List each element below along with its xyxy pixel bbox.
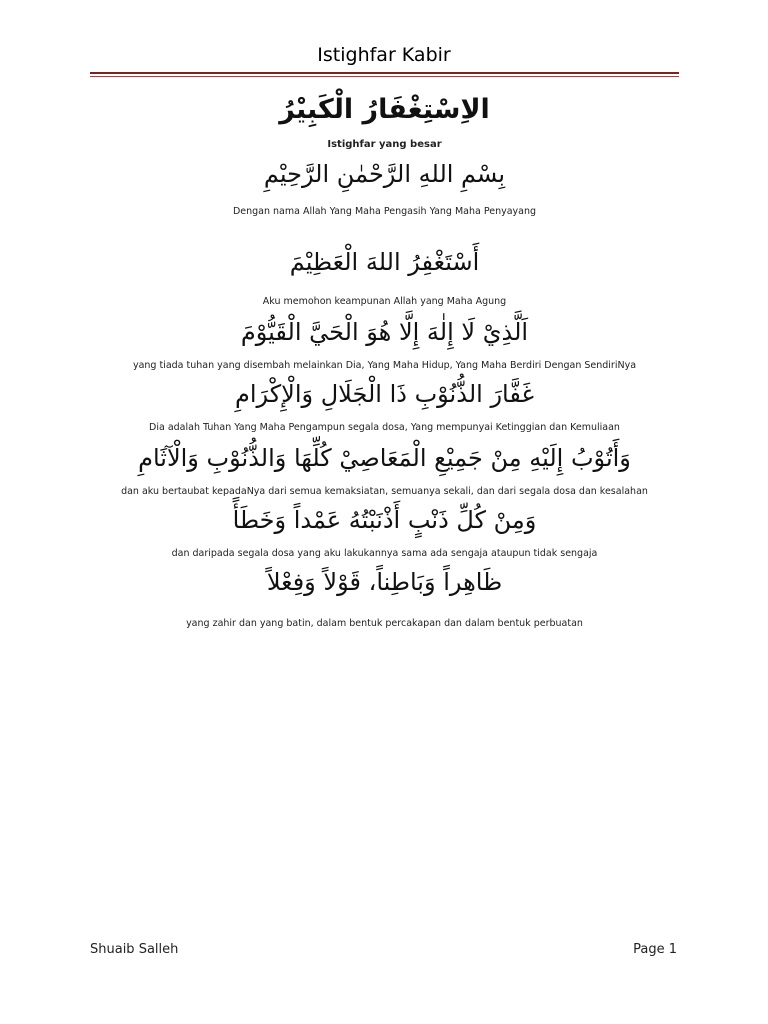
translation-1: Dengan nama Allah Yang Maha Pengasih Yang Maha Penyayang (232, 206, 537, 217)
arabic-verse-4: غَفَّارَ الذُّنُوْبِ ذَا الْجَلَالِ وَالْإِكْرَامِ (234, 380, 535, 408)
page-header-title: Istighfar Kabir (317, 44, 451, 66)
arabic-title: الاِسْتِغْفَارُ الْكَبِيْرُ (279, 94, 490, 125)
arabic-verse-7: ظَاهِراً وَبَاطِناً، قَوْلاً وَفِعْلاً (266, 568, 503, 596)
arabic-verse-6: وَمِنْ كُلِّ ذَنْبٍ أَذْنَبْتُهُ عَمْداً وَخَطَأً (232, 506, 537, 534)
translation-7: yang zahir dan yang batin, dalam bentuk percakapan dan dalam bentuk perbuatan (186, 618, 583, 629)
translation-6: dan daripada segala dosa yang aku lakukannya sama ada sengaja ataupun tidak sengaja (171, 548, 598, 559)
translation-2: Aku memohon keampunan Allah yang Maha Agung (262, 296, 507, 307)
document-body (90, 88, 679, 632)
header-rule-thin (90, 76, 679, 77)
arabic-verse-3: اَلَّذِيْ لَا إِلٰهَ إِلَّا هُوَ الْحَيَّ الْقَيُّوْمَ (240, 318, 529, 346)
arabic-verse-5: وَأَتُوْبُ إِلَيْهِ مِنْ جَمِيْعِ الْمَعَاصِيْ كُلِّهَا وَالذُّنُوْبِ وَالْآثَامِ (138, 444, 631, 472)
header-rule-thick (90, 72, 679, 74)
translation-3: yang tiada tuhan yang disembah melainkan Dia, Yang Maha Hidup, Yang Maha Berdiri Dengan SendiriNya (132, 360, 637, 371)
footer-page-number: Page 1 (633, 942, 677, 957)
translation-5: dan aku bertaubat kepadaNya dari semua kemaksiatan, semuanya sekali, dan dari segala dosa dan kesalahan (121, 486, 648, 497)
translation-4: Dia adalah Tuhan Yang Maha Pengampun segala dosa, Yang mempunyai Ketinggian dan Kemuliaan (149, 422, 620, 433)
footer-author: Shuaib Salleh (90, 942, 179, 957)
arabic-verse-2: أَسْتَغْفِرُ اللهَ الْعَظِيْمَ (289, 248, 480, 276)
subtitle: Istighfar yang besar (327, 139, 442, 150)
arabic-verse-1: بِسْمِ اللهِ الرَّحْمٰنِ الرَّحِيْمِ (263, 160, 506, 188)
